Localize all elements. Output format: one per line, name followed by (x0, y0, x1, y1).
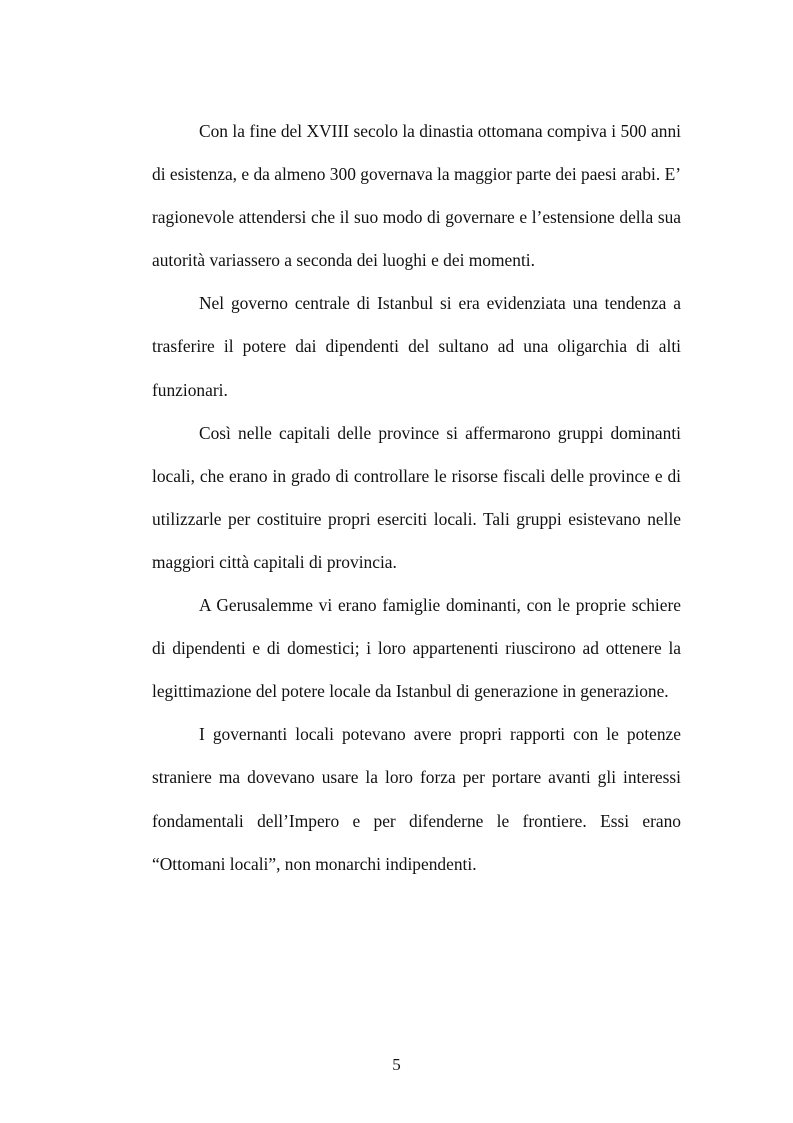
paragraph: Con la fine del XVIII secolo la dinastia ottomana compiva i 500 anni di esistenza, e da almeno 300 governava la maggior parte dei paesi arabi. E’ ragionevole attendersi che il suo modo di governare e l’estensione della sua autorità variassero a seconda dei luoghi e dei momenti. (152, 121, 681, 271)
paragraph: A Gerusalemme vi erano famiglie dominanti, con le proprie schiere di dipendenti e di domestici; i loro appartenenti riuscirono ad ottenere la legittimazione del potere locale da Istanbul di generazione in generazione. (152, 595, 681, 702)
paragraph: I governanti locali potevano avere propri rapporti con le potenze straniere ma dovevano usare la loro forza per portare avanti gli interessi fondamentali dell’Impero e per difenderne le frontiere. Essi erano “Ottomani locali”, non monarchi indipendenti. (152, 724, 681, 874)
paragraph: Nel governo centrale di Istanbul si era evidenziata una tendenza a trasferire il potere dai dipendenti del sultano ad una oligarchia di alti funzionari. (152, 293, 681, 400)
paragraph: Così nelle capitali delle province si affermarono gruppi dominanti locali, che erano in grado di controllare le risorse fiscali delle province e di utilizzarle per costituire propri eserciti locali. Tali gruppi esistevano nelle maggiori città capitali di provincia. (152, 422, 681, 572)
body-text (152, 110, 681, 886)
page-number: 5 (392, 1055, 401, 1074)
